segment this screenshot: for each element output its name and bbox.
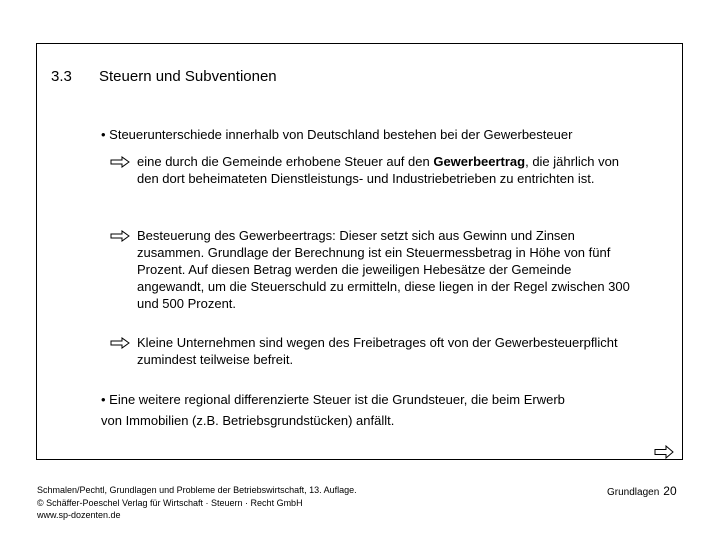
footer-section-label: Grundlagen [607, 487, 660, 498]
bullet-gewerbesteuer: • Steuerunterschiede innerhalb von Deutschland bestehen bei der Gewerbesteuer [101, 127, 573, 142]
right-arrow-icon [110, 156, 130, 168]
section-number: 3.3 [51, 68, 72, 85]
right-arrow-icon [110, 230, 130, 242]
footer-line-2: © Schäffer-Poeschel Verlag für Wirtschaft · Steuern · Recht GmbH [37, 497, 303, 508]
item-kleine-unternehmen: Kleine Unternehmen sind wegen des Freibetrages oft von der Gewerbesteuerpflicht zumindest teilweise befreit. [137, 335, 618, 367]
bullet-grundsteuer-line2: von Immobilien (z.B. Betriebsgrundstücken) anfällt. [101, 413, 395, 428]
footer-page-info [607, 484, 677, 498]
footer-line-1: Schmalen/Pechtl, Grundlagen und Probleme der Betriebswirtschaft, 13. Auflage. [37, 485, 357, 495]
section-title: Steuern und Subventionen [99, 68, 277, 85]
bullet-grundsteuer-line1: • Eine weitere regional differenzierte Steuer ist die Grundsteuer, die beim Erwerb [101, 392, 565, 407]
item-gewerbeertrag-text-b: , die jährlich von den dort beheimateten Dienstleistungs- und Industriebetrieben zu entrichten ist. [137, 154, 620, 186]
footer-citation [37, 484, 357, 522]
item-gewerbeertrag [137, 153, 637, 187]
right-arrow-icon [110, 337, 130, 349]
item-gewerbeertrag-bold: Gewerbeertrag [433, 154, 526, 169]
page-number: 20 [663, 484, 677, 498]
next-arrow-icon[interactable] [654, 445, 674, 459]
item-gewerbeertrag-text-a: eine durch die Gemeinde erhobene Steuer auf den [137, 154, 434, 169]
footer-line-3: www.sp-dozenten.de [37, 510, 121, 520]
item-besteuerung: Besteuerung des Gewerbeertrags: Dieser setzt sich aus Gewinn und Zinsen zusammen. Grundlage der Berechnung ist ein Steuermessbetrag in Höhe von fünf Prozent. Auf diesen Betrag werden die jeweiligen Hebesätze der Gemeinde angewandt, um die Steuerschuld zu ermitteln, diese liegen in der Regel zwischen 300 und 500 Prozent. [137, 228, 630, 311]
